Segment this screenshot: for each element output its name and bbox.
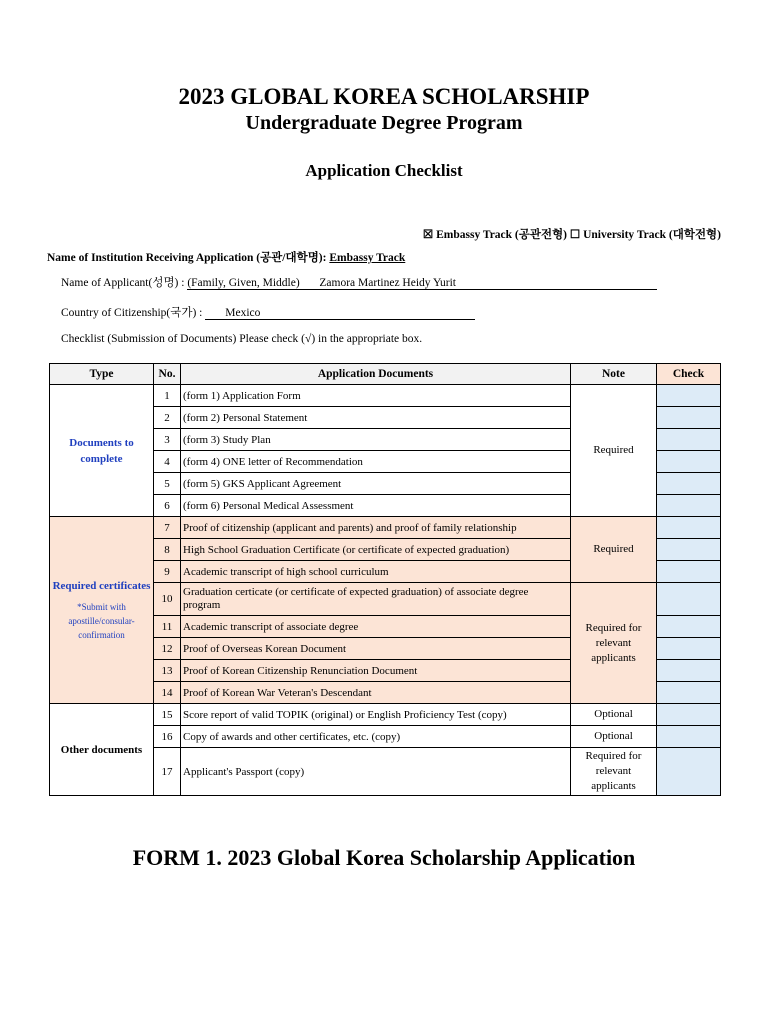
check-box-13[interactable]: [657, 660, 721, 682]
document-name: (form 2) Personal Statement: [181, 407, 571, 429]
check-box-3[interactable]: [657, 429, 721, 451]
document-name: Graduation certicate (or certificate of expected graduation) of associate degree program: [181, 583, 571, 616]
check-box-17[interactable]: [657, 748, 721, 796]
row-number: 13: [154, 660, 181, 682]
row-number: 12: [154, 638, 181, 660]
document-name: Academic transcript of associate degree: [181, 616, 571, 638]
document-name: (form 5) GKS Applicant Agreement: [181, 473, 571, 495]
institution-value: Embassy Track: [329, 252, 406, 264]
check-box-4[interactable]: [657, 451, 721, 473]
note-optional: Optional: [571, 726, 657, 748]
note-required: Required: [571, 385, 657, 517]
document-subtitle: Undergraduate Degree Program: [245, 112, 523, 134]
document-title: 2023 GLOBAL KOREA SCHOLARSHIP: [178, 84, 590, 109]
check-box-16[interactable]: [657, 726, 721, 748]
check-box-8[interactable]: [657, 539, 721, 561]
row-number: 1: [154, 385, 181, 407]
note-required: Required: [571, 517, 657, 583]
header-check: Check: [657, 364, 721, 385]
checklist-table: [49, 363, 721, 796]
check-box-12[interactable]: [657, 638, 721, 660]
check-box-14[interactable]: [657, 682, 721, 704]
check-box-1[interactable]: [657, 385, 721, 407]
row-number: 14: [154, 682, 181, 704]
citizenship-label: Country of Citizenship(국가) :: [61, 307, 203, 319]
check-box-9[interactable]: [657, 561, 721, 583]
row-number: 5: [154, 473, 181, 495]
institution-line: [47, 249, 405, 265]
document-name: High School Graduation Certificate (or certificate of expected graduation): [181, 539, 571, 561]
university-track-label: University Track (대학전형): [583, 229, 721, 241]
row-number: 11: [154, 616, 181, 638]
embassy-track-label: Embassy Track (공관전형): [436, 229, 568, 241]
applicant-field[interactable]: [187, 277, 657, 290]
citizenship-line: [61, 304, 475, 320]
institution-label: Name of Institution Receiving Application (공관/대학명):: [47, 252, 327, 264]
applicant-format: (Family, Given, Middle): [187, 277, 300, 289]
document-name: Proof of citizenship (applicant and parents) and proof of family relationship: [181, 517, 571, 539]
apostille-note: *Submit with apostille/consular-confirmation: [68, 602, 135, 640]
note-required-relevant: Required for relevant applicants: [571, 583, 657, 704]
group-documents-to-complete: Documents to complete: [50, 385, 154, 517]
row-number: 8: [154, 539, 181, 561]
check-box-15[interactable]: [657, 704, 721, 726]
document-name: (form 4) ONE letter of Recommendation: [181, 451, 571, 473]
table-header-row: [50, 364, 721, 385]
header-type: Type: [50, 364, 154, 385]
check-box-11[interactable]: [657, 616, 721, 638]
section-title: Application Checklist: [305, 161, 463, 180]
row-number: 7: [154, 517, 181, 539]
applicant-value: Zamora Martinez Heidy Yurit: [319, 277, 456, 289]
document-name: Proof of Korean Citizenship Renunciation Document: [181, 660, 571, 682]
table-row: [50, 704, 721, 726]
check-box-7[interactable]: [657, 517, 721, 539]
group-other-documents: Other documents: [50, 704, 154, 796]
document-name: Copy of awards and other certificates, etc. (copy): [181, 726, 571, 748]
check-box-10[interactable]: [657, 583, 721, 616]
check-box-2[interactable]: [657, 407, 721, 429]
row-number: 2: [154, 407, 181, 429]
applicant-label: Name of Applicant(성명) :: [61, 277, 185, 289]
form1-title: FORM 1. 2023 Global Korea Scholarship Application: [132, 845, 636, 870]
document-name: (form 1) Application Form: [181, 385, 571, 407]
table-row: [50, 517, 721, 539]
header-documents: Application Documents: [181, 364, 571, 385]
document-name: Proof of Overseas Korean Document: [181, 638, 571, 660]
document-name: (form 6) Personal Medical Assessment: [181, 495, 571, 517]
row-number: 16: [154, 726, 181, 748]
row-number: 15: [154, 704, 181, 726]
citizenship-field[interactable]: [205, 307, 475, 320]
table-row: [50, 385, 721, 407]
check-box-5[interactable]: [657, 473, 721, 495]
group-required-certificates: Required certificates *Submit with apostille/consular-confirmation: [50, 517, 154, 704]
note-optional: Optional: [571, 704, 657, 726]
row-number: 9: [154, 561, 181, 583]
document-name: Score report of valid TOPIK (original) or English Proficiency Test (copy): [181, 704, 571, 726]
row-number: 6: [154, 495, 181, 517]
applicant-line: [61, 274, 657, 290]
embassy-track-checkbox[interactable]: ☒: [422, 229, 434, 241]
header-note: Note: [571, 364, 657, 385]
note-required-relevant: Required for relevant applicants: [571, 748, 657, 796]
row-number: 10: [154, 583, 181, 616]
document-name: Academic transcript of high school curriculum: [181, 561, 571, 583]
row-number: 17: [154, 748, 181, 796]
header-no: No.: [154, 364, 181, 385]
check-box-6[interactable]: [657, 495, 721, 517]
row-number: 4: [154, 451, 181, 473]
document-name: (form 3) Study Plan: [181, 429, 571, 451]
citizenship-value: Mexico: [225, 307, 261, 319]
row-number: 3: [154, 429, 181, 451]
document-name: Proof of Korean War Veteran's Descendant: [181, 682, 571, 704]
checklist-instruction: Checklist (Submission of Documents) Please check (√) in the appropriate box.: [61, 333, 423, 345]
university-track-checkbox[interactable]: ☐: [569, 229, 581, 241]
document-name: Applicant's Passport (copy): [181, 748, 571, 796]
track-selection: [423, 226, 721, 242]
